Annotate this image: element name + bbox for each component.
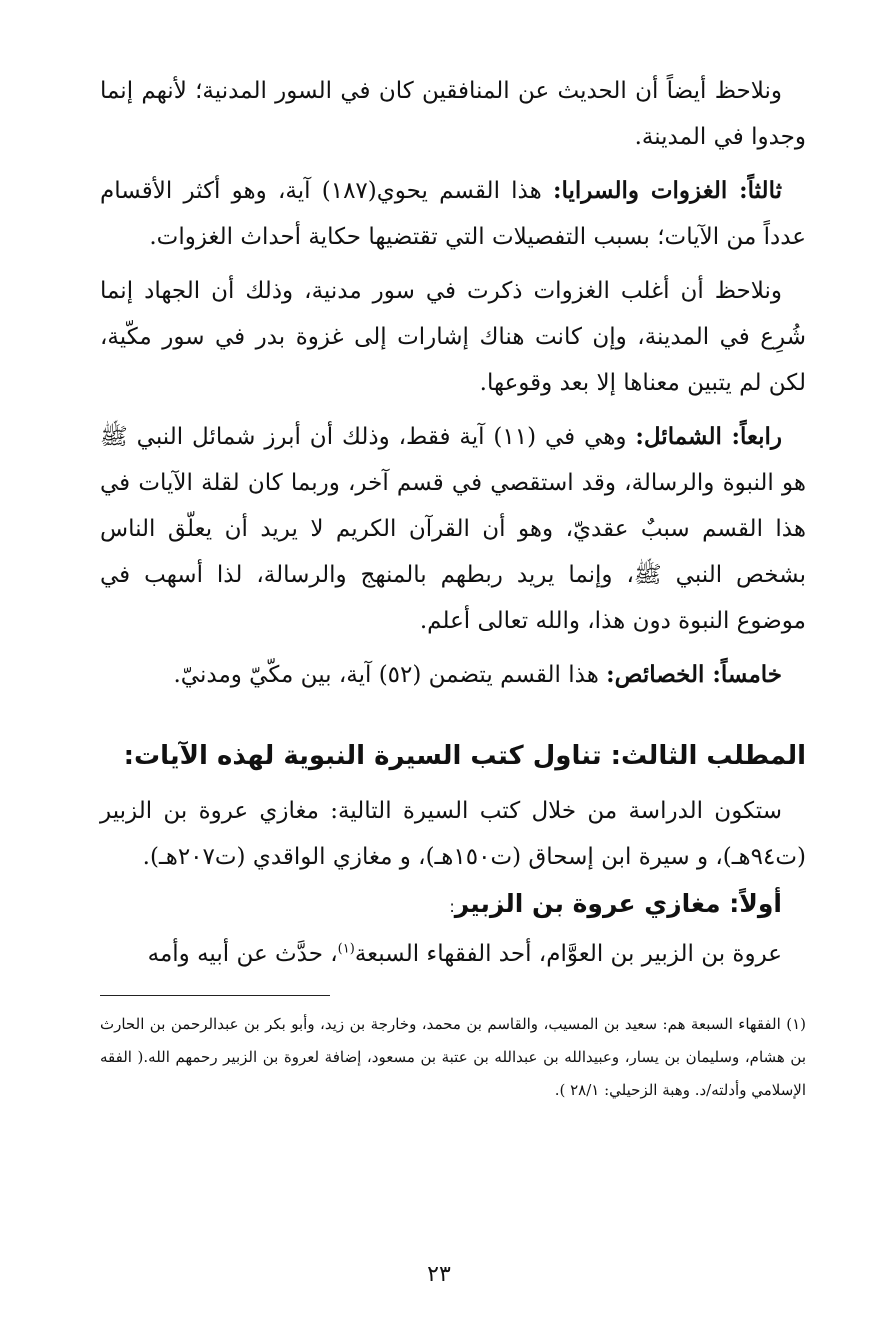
characteristics-lead: خامساً: الخصائص: — [606, 661, 782, 688]
section-intro — [100, 788, 806, 880]
subheading-urwa-text: أولاً: مغازي عروة بن الزبير — [454, 889, 782, 918]
paragraph-hypocrites-text: ونلاحظ أيضاً أن الحديث عن المنافقين كان في السور المدنية؛ لأنهم إنما وجدوا في المدينة. — [100, 78, 806, 150]
footnote — [100, 1008, 806, 1107]
footnote-separator — [100, 995, 330, 996]
paragraph-battles-note — [100, 268, 806, 406]
paragraph-urwa — [100, 931, 806, 977]
urwa-text-before: عروة بن الزبير بن العوَّام، أحد الفقهاء السبعة — [354, 941, 782, 967]
footnote-text: (١) الفقهاء السبعة هم: سعيد بن المسيب، والقاسم بن محمد، وخارجة بن زيد، وأبو بكر بن عبدالرحمن بن الحارث بن هشام، وسليمان بن يسار، وعبيدالله بن عبدالله بن عتبة بن مسعود، إضافة لعروة بن الزبير رحمهم الله.( الفقه الإسلامي وأدلته/د. وهبة الزحيلي: ٢٨/١ ). — [100, 1015, 806, 1099]
characteristics-text: هذا القسم يتضمن (٥٢) آية، بين مكّيّ ومدنيّ. — [173, 662, 607, 688]
subheading-colon: : — [449, 897, 455, 916]
battles-text: هذا القسم يحوي(١٨٧) آية، وهو أكثر الأقسام عدداً من الآيات؛ بسبب التفصيلات التي تقتضيها حكاية أحداث الغزوات. — [100, 178, 806, 250]
battles-lead: ثالثاً: الغزوات والسرايا: — [552, 177, 782, 204]
subheading-urwa — [100, 880, 806, 931]
paragraph-virtues — [100, 414, 806, 644]
section-intro-text: ستكون الدراسة من خلال كتب السيرة التالية: مغازي عروة بن الزبير (ت٩٤هـ)، و سيرة ابن إسحاق (ت١٥٠هـ)، و مغازي الواقدي (ت٢٠٧هـ). — [100, 798, 806, 870]
section-heading: المطلب الثالث: تناول كتب السيرة النبوية لهذه الآيات: — [123, 741, 806, 771]
page-body — [100, 68, 806, 1107]
paragraph-hypocrites — [100, 68, 806, 160]
paragraph-battles — [100, 168, 806, 260]
footnote-marker[interactable]: (١) — [337, 941, 355, 957]
battles-note-text: ونلاحظ أن أغلب الغزوات ذكرت في سور مدنية، وذلك أن الجهاد إنما شُرِع في المدينة، وإن كانت هناك إشارات إلى غزوة بدر في سور مكّية، لكن لم يتبين معناها إلا بعد وقوعها. — [100, 278, 806, 396]
paragraph-characteristics — [100, 652, 806, 698]
page-number: ٢٣ — [427, 1262, 451, 1287]
virtues-lead: رابعاً: الشمائل: — [635, 423, 783, 450]
virtues-text: وهي في (١١) آية فقط، وذلك أن أبرز شمائل النبي ﷺ هو النبوة والرسالة، وقد استقصي في قسم آخر، وربما كان لقلة الآيات في هذا القسم سببٌ عقديّ، وهو أن القرآن الكريم لا يريد أن يعلّق الناس بشخص النبي ﷺ، وإنما يريد ربطهم بالمنهج والرسالة، لذا أسهب في موضوع النبوة دون هذا، والله تعالى أعلم. — [100, 424, 806, 634]
urwa-text-after: ، حدَّث عن أبيه وأمه — [147, 941, 338, 967]
footnote-separator-wrap — [100, 995, 806, 996]
